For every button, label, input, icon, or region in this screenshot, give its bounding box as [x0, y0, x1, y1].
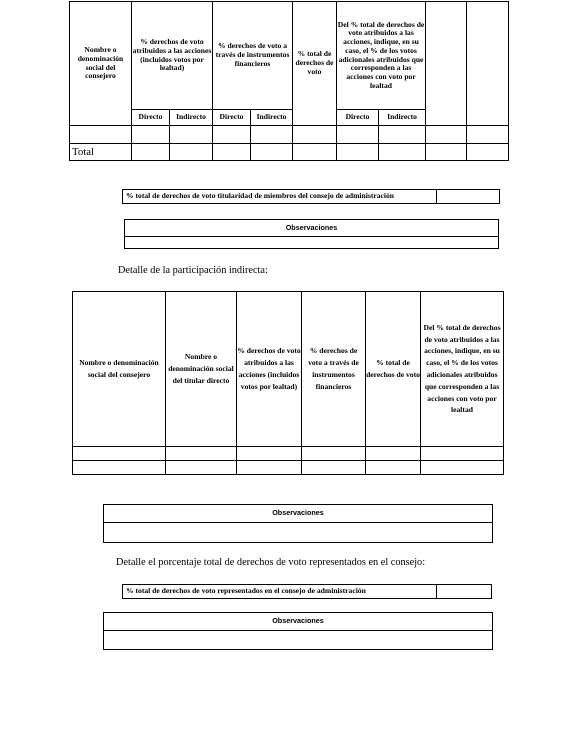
header-loyalty: Del % total de derechos de voto atribuidos a las acciones, indique, en su caso, el % de los votos adicionales atribuidos que corresponden a las acciones con voto por lealtad	[337, 2, 426, 110]
board-voting-rights-value	[437, 190, 500, 204]
header-instruments: % derechos de voto a través de instrumentos financieros	[302, 292, 366, 447]
table-row	[73, 461, 504, 475]
table-row	[70, 126, 509, 144]
total-row	[70, 144, 509, 161]
header-loyalty: Del % total de derechos de voto atribuidos a las acciones, indique, en su caso, el % de los votos adicionales atribuidos que corresponden a las acciones con voto por lealtad	[421, 292, 504, 447]
subheader-directo: Directo	[337, 110, 379, 126]
subheader-directo: Directo	[132, 110, 170, 126]
subheader-indirecto: Indirecto	[379, 110, 426, 126]
header-titular: Nombre o denominación social del titular directo	[166, 292, 237, 447]
header-total: % total de derechos de voto	[366, 292, 421, 447]
directors-voting-rights-table	[69, 1, 509, 161]
header-name: Nombre o denominación social del consejero	[70, 2, 132, 126]
observations-content	[104, 523, 493, 543]
observations-header: Observaciones	[104, 505, 493, 523]
header-total: % total de derechos de voto	[293, 2, 337, 126]
observations-content	[104, 631, 493, 650]
observations-box-3	[103, 612, 493, 650]
header-empty-1	[426, 2, 467, 126]
subheader-directo: Directo	[213, 110, 251, 126]
observations-box-1	[124, 219, 499, 249]
header-attributed: % derechos de voto atribuidos a las acciones (incluidos votos por lealtad)	[237, 292, 302, 447]
header-instruments: % derechos de voto a través de instrumentos financieros	[213, 2, 293, 110]
indirect-participation-table	[72, 291, 504, 475]
header-empty-2	[467, 2, 509, 126]
represented-voting-rights-label: % total de derechos de voto representados en el consejo de administración	[123, 585, 437, 599]
observations-header: Observaciones	[104, 613, 493, 631]
indirect-detail-heading: Detalle de la participación indirecta:	[118, 265, 268, 276]
represented-detail-heading: Detalle el porcentaje total de derechos de voto representados en el consejo:	[116, 557, 426, 568]
header-name: Nombre o denominación social del consejero	[73, 292, 166, 447]
observations-content	[125, 237, 499, 249]
observations-box-2	[103, 504, 493, 543]
represented-voting-rights-value	[437, 585, 492, 599]
board-voting-rights-total	[122, 189, 500, 204]
observations-header: Observaciones	[125, 220, 499, 237]
subheader-indirecto: Indirecto	[170, 110, 213, 126]
represented-voting-rights-total	[122, 584, 492, 599]
table-row	[73, 447, 504, 461]
subheader-indirecto: Indirecto	[251, 110, 293, 126]
board-voting-rights-label: % total de derechos de voto titularidad de miembros del consejo de administración	[123, 190, 437, 204]
header-attributed: % derechos de voto atribuidos a las acciones (incluidos votos por lealtad)	[132, 2, 213, 110]
total-label: Total	[70, 144, 132, 161]
